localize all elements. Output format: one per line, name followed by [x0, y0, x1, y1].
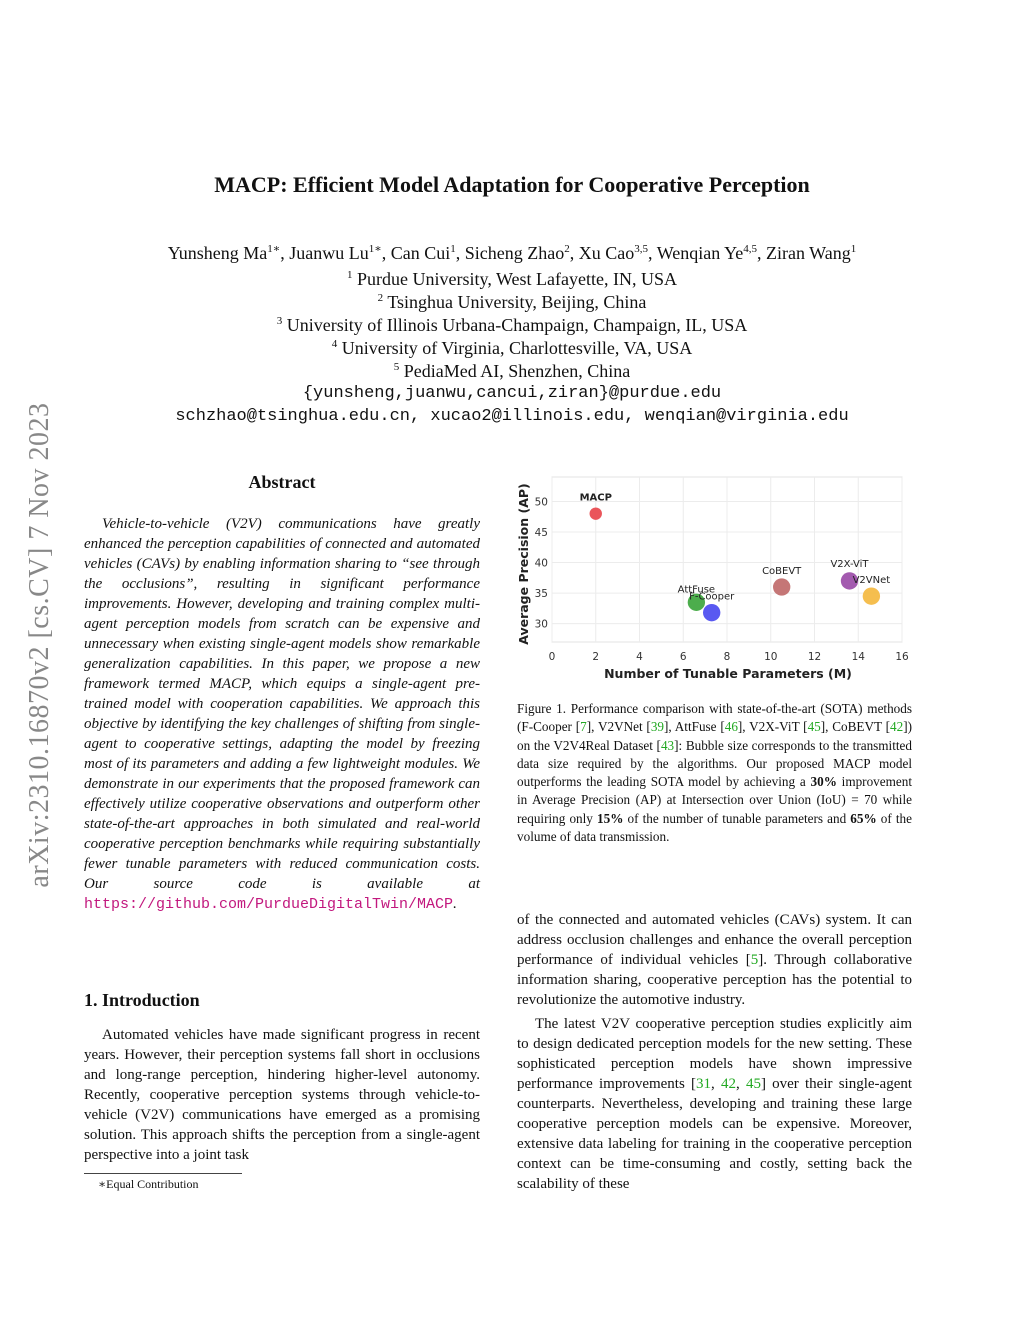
label-attfuse: AttFuse	[677, 584, 716, 596]
citation[interactable]: 7	[580, 719, 587, 735]
citation[interactable]: 5	[750, 952, 759, 968]
citation[interactable]: 45	[745, 1076, 761, 1092]
label-macp: MACP	[579, 492, 612, 504]
point-f-cooper	[703, 604, 720, 621]
x-axis-label: Number of Tunable Parameters (M)	[604, 666, 852, 681]
x-tick-label: 0	[548, 651, 556, 663]
x-tick-label: 10	[764, 651, 778, 663]
abstract-heading: Abstract	[248, 472, 316, 492]
arxiv-stamp	[10, 360, 70, 930]
section-heading: 1. Introduction	[84, 990, 200, 1010]
y-tick-label: 35	[534, 588, 548, 601]
author-list: Yunsheng $Ma^{1∗}$, Juanwu $Lu^{1∗}$, Can Cui$^1$, Sicheng Zhao$^2$, Xu Cao$^{3,5}$, Wenqian Ye$^{4,5}$, Ziran Wang$^1$	[167, 243, 857, 263]
citation[interactable]: 31	[696, 1076, 712, 1092]
x-tick-label: 2	[592, 651, 600, 663]
x-tick-label: 14	[851, 651, 865, 663]
source-code-link[interactable]: https://github.com/PurdueDigitalTwin/MACP	[84, 896, 454, 913]
affiliation: $^4$ University of Virginia, Charlottesville, VA, USA	[331, 338, 693, 358]
affiliation: $^2$ Tsinghua University, Beijing, China	[377, 292, 647, 312]
point-macp	[590, 507, 602, 519]
citation[interactable]: 46	[724, 719, 738, 735]
affiliation: $^1$ Purdue University, West Lafayette, IN, USA	[347, 269, 677, 289]
label-v2vnet: V2VNet	[852, 575, 891, 587]
x-tick-label: 6	[679, 651, 687, 663]
y-tick-label: 50	[534, 496, 548, 509]
intro-paragraph: The latest V2V cooperative perception studies explicitly aim to design dedicated perception models for the new setting. These sophisticated perception models have shown impressive performance improvements [31, 42, 45] over their single-agent counterparts. Nevertheless, developing and training these large cooperative perception models can be expensive. Moreover, extensive data labeling for training in the cooperative perception context can be time-consuming and costly, setting back the scalability of these	[517, 1016, 913, 1192]
citation[interactable]: 45	[807, 719, 821, 735]
affiliation: $^5$ PediaMed AI, Shenzhen, China	[393, 361, 631, 381]
x-tick-label: 12	[807, 651, 822, 663]
citation[interactable]: 42	[720, 1076, 736, 1092]
author: Yunsheng $Ma^{1∗}$	[167, 243, 281, 263]
author: Ziran Wang$^1$	[766, 243, 857, 263]
author: Wenqian Ye$^{4,5}$	[656, 243, 757, 263]
email-line: schzhao@tsinghua.edu.cn, xucao2@illinois.edu, wenqian@virginia.edu	[175, 407, 849, 426]
x-tick-label: 4	[636, 651, 643, 663]
affiliation: $^3$ University of Illinois Urbana-Champaign, Champaign, IL, USA	[276, 315, 748, 335]
email-line: {yunsheng,juanwu,cancui,ziran}@purdue.edu	[302, 384, 722, 403]
intro-continued: of the connected and automated vehicles (CAVs) system. It can address occlusion challenges and enhance the overall perception performance of individual vehicles [5]. Through collaborative information sharing, cooperative perception has the potential to revolutionize the automotive industry.	[517, 912, 912, 1008]
author: Sicheng Zhao$^2$	[464, 243, 570, 263]
performance-chart	[512, 474, 912, 686]
point-v2vnet	[863, 587, 880, 604]
abstract-body: Vehicle-to-vehicle (V2V) communications have greatly enhanced the perception capabilities of connected and automated vehicles (CAVs) by enabling information sharing to “see through the occlusions”, resulting in significant performance improvements. However, developing and training complex multi-agent perception models from scratch can be expensive and unnecessary when existing single-agent models show remarkable generalization capabilities. In this paper, we propose a new framework termed MACP, which equips a single-agent pre-trained model with cooperation capabilities. We approach this objective by identifying the key challenges of shifting from single-agent to cooperative settings, adapting the model by freezing most of its parameters and adding a few lightweight modules. We demonstrate in our experiments that the proposed framework can effectively utilize cooperative observations and outperform other state-of-the-art approaches in both simulated and real-world cooperative perception benchmarks while requiring substantially fewer tunable parameters with reduced communication costs. Our source code is available at https://github.com/PurdueDigitalTwin/MACP.	[84, 516, 480, 913]
y-axis-label: Average Precision (AP)	[516, 483, 531, 645]
arxiv-id: arXiv:2310.16870v2 [cs.CV] 7 Nov 2023	[24, 402, 55, 888]
x-tick-label: 8	[723, 651, 731, 663]
author: Can Cui$^1$	[390, 243, 456, 263]
label-f-cooper: F-Cooper	[689, 591, 735, 603]
citation[interactable]: 42	[890, 719, 904, 735]
footnote-rule	[84, 1173, 242, 1174]
paper-title: MACP: Efficient Model Adaptation for Cooperative Perception	[214, 172, 810, 197]
author: Juanwu $Lu^{1∗}$	[289, 243, 382, 263]
citation[interactable]: 39	[650, 719, 665, 735]
author: Xu Cao$^{3,5}$	[578, 243, 649, 263]
label-v2x-vit: V2X-ViT	[830, 558, 869, 570]
y-tick-label: 40	[534, 557, 548, 570]
figure-caption: Figure 1. Performance comparison with state-of-the-art (SOTA) methods (F-Cooper [7], V2VNet [39], AttFuse [46], V2X-ViT [45], CoBEVT [42]) on the V2V4Real Dataset [43]: Bubble size corresponds to the transmitted data size required by the algorithms. Our proposed MACP model outperforms the leading SOTA model by achieving a 30% improvement in Average Precision (AP) at Intersection over Union (IoU) = 70 while requiring only 15% of the number of tunable parameters and 65% of the volume of data transmission.	[517, 701, 912, 845]
footnote: ∗Equal Contribution	[98, 1177, 199, 1191]
intro-paragraph: Automated vehicles have made significant progress in recent years. However, their perception systems fall short in occlusions and long-range perception, hindering higher-level autonomy. Recently, cooperative perception systems through vehicle-to-vehicle (V2V) communications have emerged as a promising solution. This approach shifts the perception from a single-agent perspective into a joint task	[84, 1027, 480, 1163]
citation[interactable]: 43	[660, 737, 675, 753]
x-tick-label: 16	[895, 651, 909, 663]
y-tick-label: 45	[534, 527, 548, 539]
label-cobevt: CoBEVT	[762, 566, 802, 577]
y-tick-label: 30	[534, 618, 548, 631]
point-cobevt	[773, 578, 790, 595]
